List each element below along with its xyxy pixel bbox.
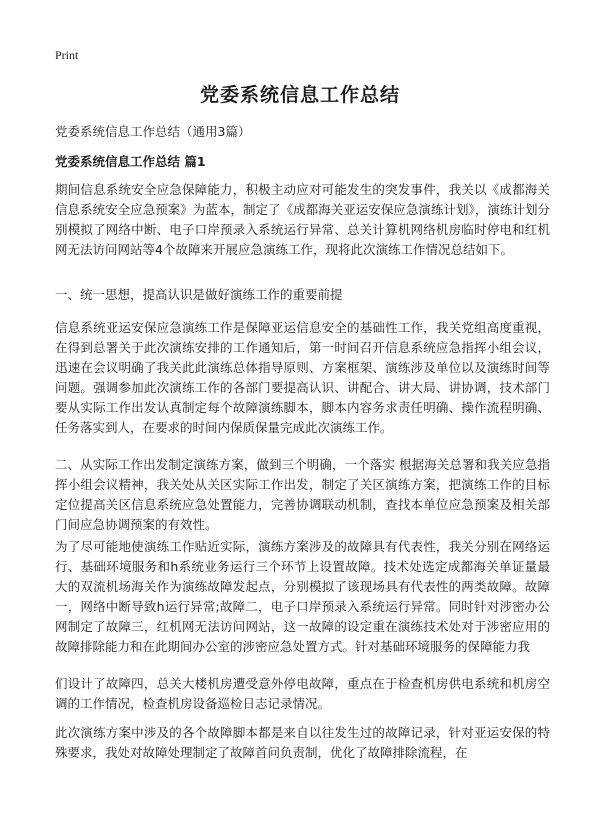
paragraph-fault-four: 们设计了故障四，总关大楼机房遭受意外停电故障，重点在于检查机房供电系统和机房空调的工作情况，检查机房设备巡检日志记录情况。 bbox=[55, 676, 550, 711]
section-heading-1: 一、统一思想，提高认识是做好演练工作的重要前提 bbox=[55, 287, 343, 302]
paragraph-fault-design: 为了尽可能地使演练工作贴近实际，演练方案涉及的故障具有代表性，我关分别在网络运行、基础环境服务和h系统业务运行三个环节上设置故障。技术处选定成都海关单证量最大的双流机场海关作为演练故障发起点，分别模拟了该现场具有代表性的两类故障。故障一，网络中断导致h运行异常;故障二，电子口岸预录入系统运行异常。同时针对涉密办公网制定了故障三，红机网无法访问网站，这一故障的设定重在演练技术处对于涉密应用的故障排除能力和在此期间办公室的涉密应急处置方式。针对基础环境服务的保障能力我 bbox=[55, 539, 550, 654]
paragraph-fault-scripts: 此次演练方案中涉及的各个故障脚本都是来自以往发生过的故障记录，针对亚运安保的特殊要求，我处对故障处理制定了故障首问负责制，优化了故障排除流程，在 bbox=[55, 725, 550, 760]
paragraph-section-2: 二、从实际工作出发制定演练方案，做到三个明确，一个落实 根据海关总署和我关应急指挥小组会议精神，我关处从关区实际工作出发，制定了关区演练方案，把演练工作的目标定位提高关区信息系统应急处置能力，完善协调联动机制，查找本单位应急预案及相关部门间应急协调预案的有效性。 bbox=[55, 457, 550, 532]
document-subtitle: 党委系统信息工作总结（通用3篇） bbox=[55, 124, 251, 139]
paragraph-section-1: 信息系统亚运安保应急演练工作是保障亚运信息安全的基础性工作，我关党组高度重视，在得到总署关于此次演练安排的工作通知后，第一时间召开信息系统应急指挥小组会议，迅速在会议明确了我关此此演练总体指导原则、方案框架、演练涉及单位以及演练时间等问题。强调参加此次演练工作的各部门要提高认识、讲配合、讲大局、讲协调，技术部门要从实际工作出发认真制定每个故障演练脚本，脚本内容务求责任明确、操作流程明确、任务落实到人，在要求的时间内保质保量完成此次演练工作。 bbox=[55, 320, 550, 435]
print-link[interactable]: Print bbox=[55, 48, 79, 62]
paragraph-intro: 期间信息系统安全应急保障能力，积极主动应对可能发生的突发事件，我关以《成都海关信息系统安全应急预案》为蓝本，制定了《成都海关亚运安保应急演练计划》，演练计划分别模拟了网络中断、电子口岸预录入系统运行异常、总关计算机网络机房临时停电和红机网无法访问网站等4个故障来开展应急演练工作，现将此次演练工作情况总结如下。 bbox=[55, 182, 550, 257]
page-title: 党委系统信息工作总结 bbox=[199, 84, 400, 106]
article-heading: 党委系统信息工作总结 篇1 bbox=[55, 154, 206, 169]
